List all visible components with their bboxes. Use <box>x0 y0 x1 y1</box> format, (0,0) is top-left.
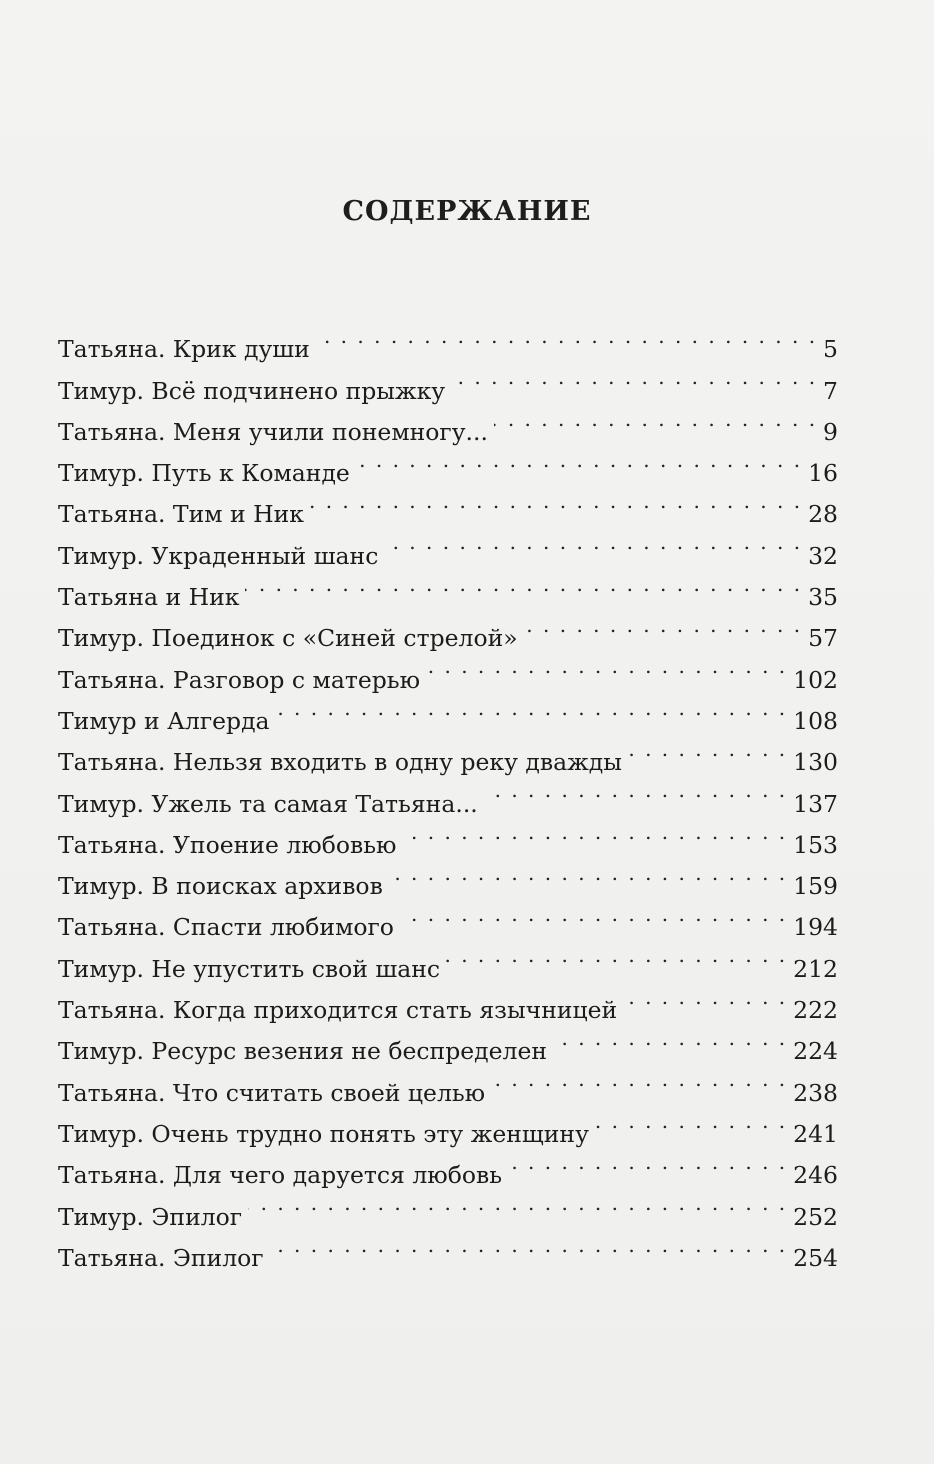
toc-entry-title: Татьяна. Крик души <box>58 335 310 364</box>
dot-leader <box>595 1101 787 1142</box>
toc-entry-title: Тимур. Не упустить свой шанс <box>58 954 441 983</box>
dot-leader <box>245 564 802 605</box>
toc-entry-title: Тимур. Путь к Команде <box>58 459 350 488</box>
dot-leader <box>508 1142 787 1183</box>
dot-leader <box>494 399 817 440</box>
toc-entry-page: 241 <box>793 1119 838 1148</box>
toc-entry-page: 35 <box>808 583 838 612</box>
toc-entry-title: Татьяна. Спасти любимого <box>58 913 394 942</box>
dot-leader <box>524 605 802 646</box>
toc-entry-page: 222 <box>793 996 838 1025</box>
toc-entry-title: Тимур. Всё подчинено прыжку <box>58 376 446 405</box>
toc-entry-page: 7 <box>823 376 838 405</box>
toc-entry-page: 130 <box>793 748 838 777</box>
toc-entry-title: Татьяна. Эпилог <box>58 1243 264 1272</box>
toc-entry-title: Тимур. Ресурс везения не беспределен <box>58 1037 548 1066</box>
dot-leader <box>270 1225 788 1266</box>
toc-entry-title: Татьяна и Ник <box>58 583 240 612</box>
toc-entry-page: 16 <box>808 459 838 488</box>
toc-entry-page: 246 <box>793 1161 838 1190</box>
toc-entry-title: Тимур. Украденный шанс <box>58 541 379 570</box>
dot-leader <box>623 977 787 1018</box>
toc-entry-page: 224 <box>793 1037 838 1066</box>
toc-entry-page: 159 <box>793 872 838 901</box>
toc-entry <box>58 316 838 364</box>
toc-entry-title: Тимур. В поисках архивов <box>58 872 383 901</box>
dot-leader <box>389 853 787 894</box>
dot-leader <box>553 1018 787 1059</box>
toc-entry-page: 102 <box>793 665 838 694</box>
toc-entry-page: 212 <box>793 954 838 983</box>
toc-entry-page: 57 <box>808 624 838 653</box>
dot-leader <box>451 357 817 398</box>
dot-leader <box>484 770 787 811</box>
toc-entry-page: 32 <box>808 541 838 570</box>
toc-entry-title: Татьяна. Меня учили понемногу... <box>58 417 488 446</box>
toc-entry-title: Татьяна. Нельзя входить в одну реку дважды <box>58 748 622 777</box>
dot-leader <box>628 729 787 770</box>
dot-leader <box>400 894 787 935</box>
dot-leader <box>316 316 817 357</box>
toc-entry-title: Тимур. Очень трудно понять эту женщину <box>58 1119 589 1148</box>
dot-leader <box>403 812 788 853</box>
toc-entry-title: Тимур. Эпилог <box>58 1202 243 1231</box>
toc-entry-page: 194 <box>793 913 838 942</box>
toc-entry-page: 252 <box>793 1202 838 1231</box>
toc-entry-page: 153 <box>793 830 838 859</box>
toc-entry-page: 137 <box>793 789 838 818</box>
toc-entry-title: Татьяна. Для чего даруется любовь <box>58 1161 503 1190</box>
toc-entry-title: Татьяна. Тим и Ник <box>58 500 304 529</box>
dot-leader <box>310 481 802 522</box>
toc-entry-page: 9 <box>823 417 838 446</box>
toc-entry-title: Тимур и Алгерда <box>58 706 270 735</box>
toc-entry-page: 5 <box>823 335 838 364</box>
dot-leader <box>384 522 802 563</box>
page-title: СОДЕРЖАНИЕ <box>342 196 592 227</box>
toc-entry-page: 254 <box>793 1243 838 1272</box>
dot-leader <box>426 646 787 687</box>
table-of-contents <box>58 316 838 1272</box>
toc-entry-title: Татьяна. Упоение любовью <box>58 830 397 859</box>
dot-leader <box>356 440 802 481</box>
dot-leader <box>446 935 787 976</box>
dot-leader <box>491 1059 787 1100</box>
dot-leader <box>276 688 788 729</box>
toc-entry-title: Татьяна. Что считать своей целью <box>58 1078 486 1107</box>
dot-leader <box>248 1183 787 1224</box>
toc-entry-page: 28 <box>808 500 838 529</box>
toc-entry-title: Татьяна. Разговор с матерью <box>58 665 421 694</box>
toc-entry-page: 238 <box>793 1078 838 1107</box>
toc-entry-title: Тимур. Поединок с «Синей стрелой» <box>58 624 518 653</box>
toc-entry-title: Татьяна. Когда приходится стать язычницей <box>58 996 618 1025</box>
toc-entry-page: 108 <box>793 706 838 735</box>
toc-entry-title: Тимур. Ужель та самая Татьяна... <box>58 789 478 818</box>
